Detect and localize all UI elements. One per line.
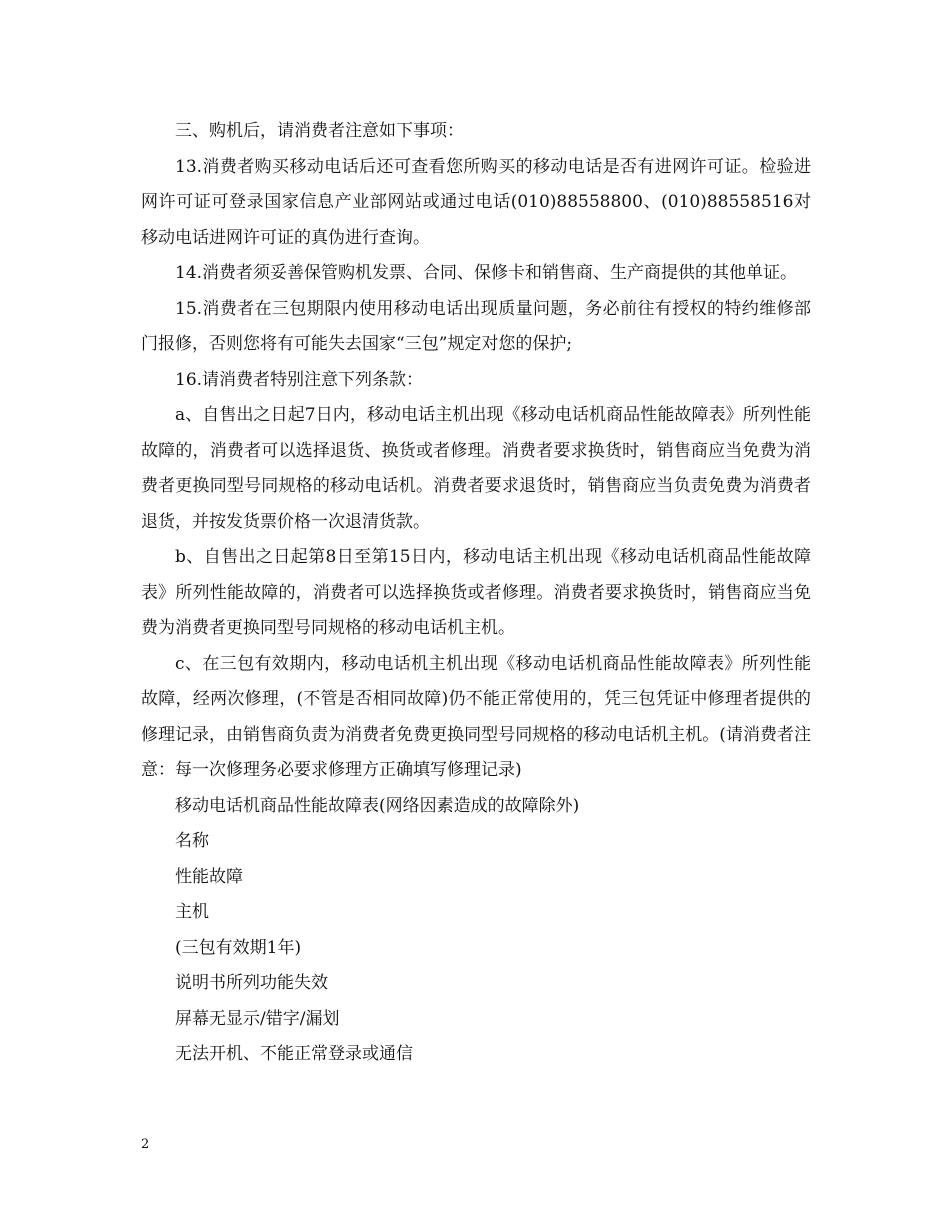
paragraph-item-13: 13.消费者购买移动电话后还可查看您所购买的移动电话是否有进网许可证。检验进网许可证可登录国家信息产业部网站或通过电话(010)88558800、(010)88558516对移动电话进网许可证的真伪进行查询。 bbox=[141, 156, 811, 248]
paragraph-item-16: 16.请消费者特别注意下列条款： bbox=[175, 369, 424, 390]
paragraph-item-14: 14.消费者须妥善保管购机发票、合同、保修卡和销售商、生产商提供的其他单证。 bbox=[175, 263, 798, 283]
page-number: 2 bbox=[141, 1137, 150, 1152]
table-cell-warranty: (三包有效期1年) bbox=[175, 937, 302, 958]
document-body bbox=[141, 114, 811, 1073]
clause-b: b、自售出之日起第8日至第15日内，移动电话主机出现《移动电话机商品性能故障表》所列性能故障的，消费者可以选择换货或者修理。消费者要求换货时，销售商应当免费为消费者更换同型号同规格的移动电话机主机。 bbox=[141, 547, 811, 638]
clause-a: a、自售出之日起7日内，移动电话主机出现《移动电话机商品性能故障表》所列性能故障的，消费者可以选择退货、换货或者修理。消费者要求换货时，销售商应当免费为消费者更换同型号同规格的移动电话机。消费者要求退货时，销售商应当负责免费为消费者退货，并按发货票价格一次退清货款。 bbox=[141, 405, 811, 532]
clause-c: c、在三包有效期内，移动电话机主机出现《移动电话机商品性能故障表》所列性能故障，经两次修理，(不管是否相同故障)仍不能正常使用的，凭三包凭证中修理者提供的修理记录，由销售商负责为消费者免费更换同型号同规格的移动电话机主机。(请消费者注意：每一次修理务必要求修理方正确填写修理记录) bbox=[141, 653, 811, 780]
table-cell-fault-3: 无法开机、不能正常登录或通信 bbox=[175, 1044, 413, 1064]
table-cell-host: 主机 bbox=[175, 902, 209, 922]
table-cell-fault-1: 说明书所列功能失效 bbox=[175, 973, 328, 993]
paragraph-item-15: 15.消费者在三包期限内使用移动电话出现质量问题，务必前往有授权的特约维修部门报修，否则您将有可能失去国家“三包”规定对您的保护; bbox=[141, 298, 811, 354]
table-cell-name: 名称 bbox=[175, 831, 209, 851]
section-heading: 三、购机后，请消费者注意如下事项： bbox=[175, 121, 464, 141]
table-cell-fault: 性能故障 bbox=[175, 866, 243, 887]
table-title: 移动电话机商品性能故障表(网络因素造成的故障除外) bbox=[175, 795, 580, 816]
table-cell-fault-2: 屏幕无显示/错字/漏划 bbox=[175, 1008, 340, 1029]
